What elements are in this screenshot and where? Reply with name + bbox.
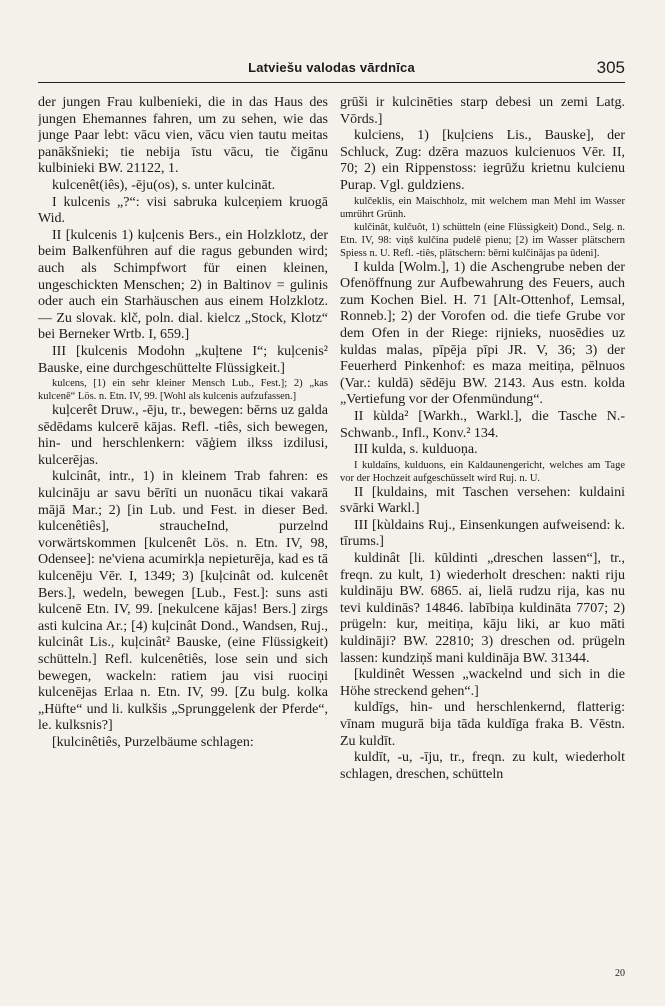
dictionary-entry: II [kulcenis 1) kuļcenis Bers., ein Holzklotz, der beim Balkenführen auf die ragus gebunden wird; auch als Schimpfwort für einen kleinen, ungeschickten Menschen; 2) in Baltinov = gulinis oder auch ein Starhäuschen aus einem Holzklotz. — Zu slovak. klč, poln. dial. kielcz „Stock, Klotz“ bei Berneker Wrtb. I, 659.] [38,227,328,343]
dictionary-entry: I kulcenis „?“: visi sabruka kulceņiem kruogā Wid. [38,194,328,227]
dictionary-entry: kuldīgs, hin- und herschlenkernd, flatterig: vīnam mugurā bija tāda kuldīga fraka B. Vēstn. Zu kuldīt. [340,700,625,749]
left-column [38,95,328,965]
page-header [38,58,625,83]
dictionary-entry: [kulcinêtiês, Purzelbäume schlagen: [52,734,254,750]
dictionary-entry: kuldīt, -u, -īju, tr., freqn. zu kult, wiederholt schlagen, dreschen, schütteln [340,750,625,782]
dictionary-entry: [kuldinêt Wessen „wackelnd und sich in die Höhe streckend gehen“.] [340,667,625,699]
dictionary-entry: II [kuldains, mit Taschen versehen: kuldaini svārki Warkl.] [340,484,625,517]
running-title: Latviešu valodas vārdnīca [248,60,415,75]
dictionary-entry: I kulda [Wolm.], 1) die Aschengrube neben der Ofenöffnung zur Aufbewahrung des Feuers, auch zum Kochen Biel. H. 71 [Alt-Ottenhof, Lemsal, Ronneb.]; 2) der Vorofen od. die tiefe Grube vor dem Ofen in der Riege: rijnieks, nuosēdies uz kuldas malas, pīpēja pīpi JR. V, 36; 3) der Feuerherd Pinkenhof: es maza meitiņa, pēlnuos (Var.: kuldā) sēdēju BW. 2143. Aus estn. kolda „Vertiefung vor der Ofenmündung“. [340,259,625,408]
dictionary-entry: kulcenêt(iês), -ēju(os), s. unter kulcināt. [52,177,276,193]
dictionary-entry: I kuldaîns, kulduons, ein Kaldaunengericht, welches am Tage vor der Hochzeit aufgeschüsselt wird Ruj. n. U. [340,459,625,484]
dictionary-entry: grūši ir kulcinēties starp debesi un zemi Latg. Vōrds.] [340,95,625,127]
dictionary-entry: kulciens, 1) [kuļciens Lis., Bauske], der Schluck, Zug: dzēra mazuos kulcienuos Vēr. II, 70; 2) ein Rippenstoss: iegrūžu krietnu kulcienu Purap. Vgl. guldziens. [340,128,625,193]
page-number: 305 [596,58,625,77]
signature-mark: 20 [615,968,625,979]
dictionary-entry: kuldinât [li. kūldinti „dreschen lassen“], tr., freqn. zu kult, 1) wiederholt dreschen: nakti riju kuldināju BW. 6865. ai, lielā rudzu rija, kas nu tevi kuldinās? 14846. labībiņa kuldināta 7707; 2) prügeln: kur, meitiņa, kāju liki, ar kuo māti kuldināji? BW. 22810; 3) dreschen od. prügeln lassen: kundziņš mani kuldināja BW. 31344. [340,551,625,666]
dictionary-entry: III kulda, s. kulduoņa. [354,442,478,458]
dictionary-entry: kulcinât, intr., 1) in kleinem Trab fahren: es kulcināju ar savu bērīti un nuonācu tikai vakarā mājā Mar.; 2) [in Lub. und Fest. in dieser Bed. kulcenêtiês], straucheInd, purzelnd vorwärtskommen [kulcenêt Lös. n. Etn. IV, 98, Odensee]: ne'viena acumirkļa nepieturēja, kad es tā kulcenēju Vēr. I, 1349; 3) [kuļcinât od. kulcenêt Bers.], wedeln, bewegen [Lub., Fest.]: suns asti kulcenē Etn. IV, 99. [nekulcene kājas! Bers.] zirgs asti kulcina Ar.; [4) kuļcinât Dond., Wandsen, Ruj., kulcinât Lis., kuļcinât² Bauske, (eine Flüssigkeit) schütteln.] Refl. kulcenêtiês, lose sein und sich bewegen, wackeln: ratiem jau visi ruociņi kulcenējas Erlaa n. Etn. IV, 99. [Zu bulg. kolka „Hüfte“ und li. kulkšis „Sprunggelenk der Pferde“, le. kulksnis?] [38,469,328,734]
dictionary-entry: III [kùldains Ruj., Einsenkungen aufweisend: k. tīrums.] [340,517,625,550]
dictionary-entry: kuļcerêt Druw., -ēju, tr., bewegen: bērns uz galda sēdēdams kulcerē kājas. Refl. -tiês, sich bewegen, hin- und herschlenkern: vāģiem ilkss izdilusi, kulcerējas. [38,403,328,468]
dictionary-entry: kulčeklis, ein Maischholz, mit welchem man Mehl im Wasser umrührt Grünh. [340,195,625,220]
dictionary-entry: kulcens, [1) ein sehr kleiner Mensch Lub., Fest.]; 2) „kas kulcenē“ Lös. n. Etn. IV, 99. [Wohl als kulcenis aufzufassen.] [38,378,328,403]
dictionary-entry: kulčinât, kulčuôt, 1) schütteln (eine Flüssigkeit) Dond., Selg. n. Etn. IV, 98: viņš kulčina pudelē pienu; [2) im Wasser plätschern Spiess n. U. Refl. -tiês, plätschern: bērni kulčinājas pa ūdeni]. [340,221,625,259]
dictionary-entry: III [kulcenis Modohn „kuļtene I“; kuļcenis² Bauske, eine durchgeschüttelte Flüssigkeit.] [38,343,328,376]
dictionary-entry: der jungen Frau kulbenieki, die in das Haus des jungen Ehemannes fahren, um zu sehen, wie das junge Paar lebt: vācu vien, vācu vien tautu meitas panākšnieki; tie nebija īstu vācu, tie čigānu kulbinieki BW. 21122, 1. [38,95,328,177]
dictionary-entry: II kùlda² [Warkh., Warkl.], die Tasche N.-Schwanb., Infl., Konv.² 134. [340,408,625,441]
right-column [340,95,625,965]
